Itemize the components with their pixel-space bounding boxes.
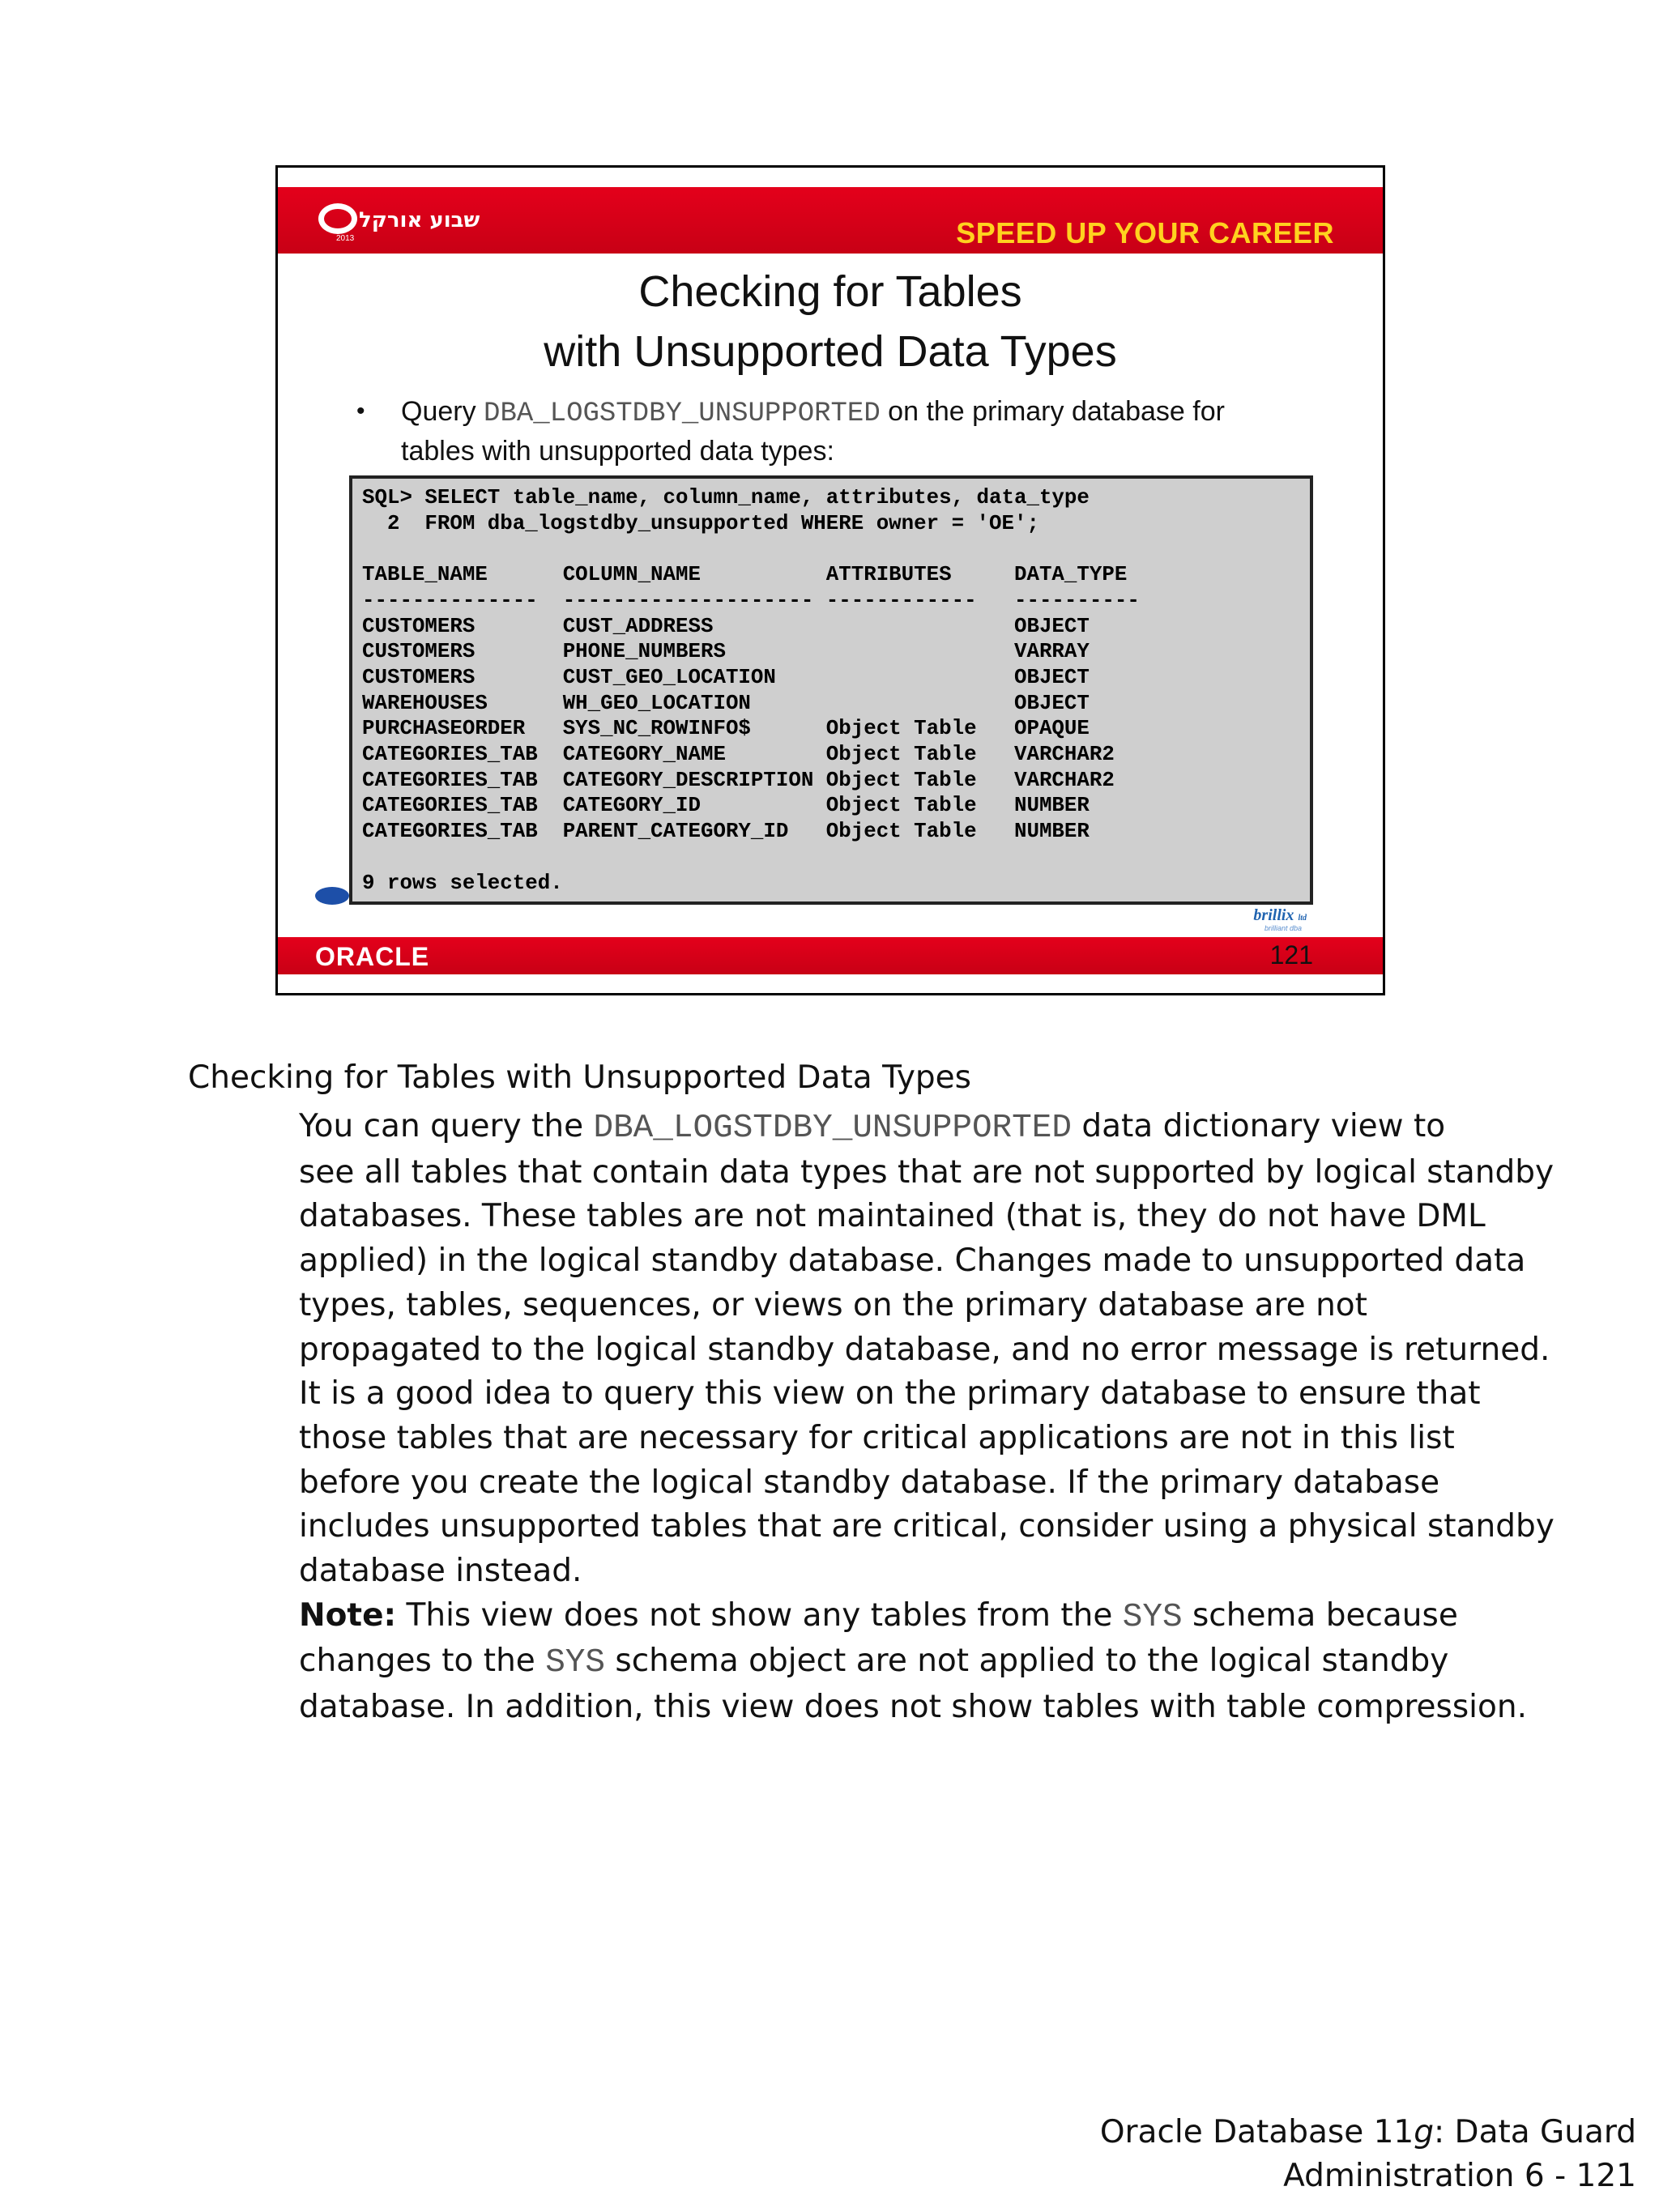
bullet-text [401,393,1341,470]
slide [275,165,1385,995]
sql-output-box [349,475,1313,905]
notes-line: includes unsupported tables that are critical, consider using a physical standby [299,1508,1555,1545]
bullet-suffix: on the primary database for [880,396,1225,427]
notes-text: schema because [1182,1596,1458,1634]
note-label: Note: [299,1596,397,1634]
bullet-dot-icon: • [356,398,365,424]
slide-footer-bar [278,937,1383,974]
page-footer [1100,2111,1636,2198]
slide-title [278,262,1383,381]
notes-text: This view does not show any tables from the [396,1596,1123,1634]
footer-text: Oracle Database 11 [1099,2114,1414,2150]
slide-title-line-1: Checking for Tables [638,267,1022,316]
notes-body [299,1105,1555,1730]
brillix-ltd: ltd [1298,914,1307,923]
notes-code: DBA_LOGSTDBY_UNSUPPORTED [593,1110,1072,1147]
footer-line-1 [1100,2111,1636,2154]
brillix-logo [1253,906,1307,925]
bullet-prefix: Query [401,396,484,427]
notes-text: changes to the [299,1643,546,1680]
notes-line: those tables that are necessary for critical applications are not in this list [299,1419,1455,1456]
notes-line [299,1105,1490,1151]
notes-text: You can query the [299,1108,594,1144]
notes-line: databases. These tables are not maintained (that is, they do not have DML [299,1198,1486,1235]
slide-title-line-2: with Unsupported Data Types [544,327,1117,376]
notes-line [299,1639,1490,1686]
notes-text: data dictionary view to [1071,1108,1446,1144]
bullet-line-2: tables with unsupported data types: [401,436,834,467]
notes-line: see all tables that contain data types that are not supported by logical standby [299,1153,1555,1191]
footer-text-italic: g [1414,2114,1434,2150]
slogan: SPEED UP YOUR CAREER [956,216,1334,249]
notes-line: It is a good idea to query this view on the primary database to ensure that [299,1375,1481,1413]
brillix-tagline: brilliant dba [1264,924,1302,932]
footer-line-2: Administration 6 - 121 [1283,2158,1636,2194]
logo-text: שבוע אורקל [359,208,480,232]
sql-output-text: SQL> SELECT table_name, column_name, attributes, data_type 2 FROM dba_logstdby_unsupported WHERE owner = 'OE'; TABLE_NAME COLUMN_NAME ATTRIBUTES DATA_TYPE -------------- -------------------- ------------ ---------- CUSTOMERS CUST_ADDRESS OBJECT CUSTOMERS PHONE_NUMBERS VARRAY CUSTOMERS CUST_GEO_LOCATION OBJECT WAREHOUSES WH_GEO_LOCATION OBJECT PURCHASEORDER SYS_NC_ROWINFO$ Object Table OPAQUE CATEGORIES_TAB CATEGORY_NAME Object Table VARCHAR2 CATEGORIES_TAB CATEGORY_DESCRIPTION Object Table VARCHAR2 CATEGORIES_TAB CATEGORY_ID Object Table NUMBER CATEGORIES_TAB PARENT_CATEGORY_ID Object Table NUMBER 9 rows selected. [362,486,1140,895]
notes-line [299,1594,1490,1640]
sponsor-logo-icon [315,887,349,905]
notes-code: SYS [1122,1598,1183,1636]
slide-number: 121 [1269,940,1313,970]
notes-code: SYS [545,1644,606,1682]
notes-line: database. In addition, this view does not show tables with table compression. [299,1689,1527,1726]
notes-heading: Checking for Tables with Unsupported Data Types [188,1059,971,1096]
notes-line: types, tables, sequences, or views on the primary database are not [299,1286,1367,1323]
notes-text: schema object are not applied to the logical standby [605,1643,1449,1680]
logo-year: 2013 [336,234,355,243]
notes-line: applied) in the logical standby database. Changes made to unsupported data [299,1242,1526,1280]
notes-line: propagated to the logical standby database, and no error message is returned. [299,1331,1550,1368]
notes-line: before you create the logical standby database. If the primary database [299,1464,1440,1501]
bullet-code: DBA_LOGSTDBY_UNSUPPORTED [484,399,881,429]
notes-line: database instead. [299,1553,582,1590]
slide-header-bar [278,187,1383,254]
footer-text: : Data Guard [1434,2114,1636,2150]
oracle-logo: ORACLE [315,942,430,971]
logo-ring-icon [318,203,357,234]
brillix-name: brillix [1253,906,1294,924]
